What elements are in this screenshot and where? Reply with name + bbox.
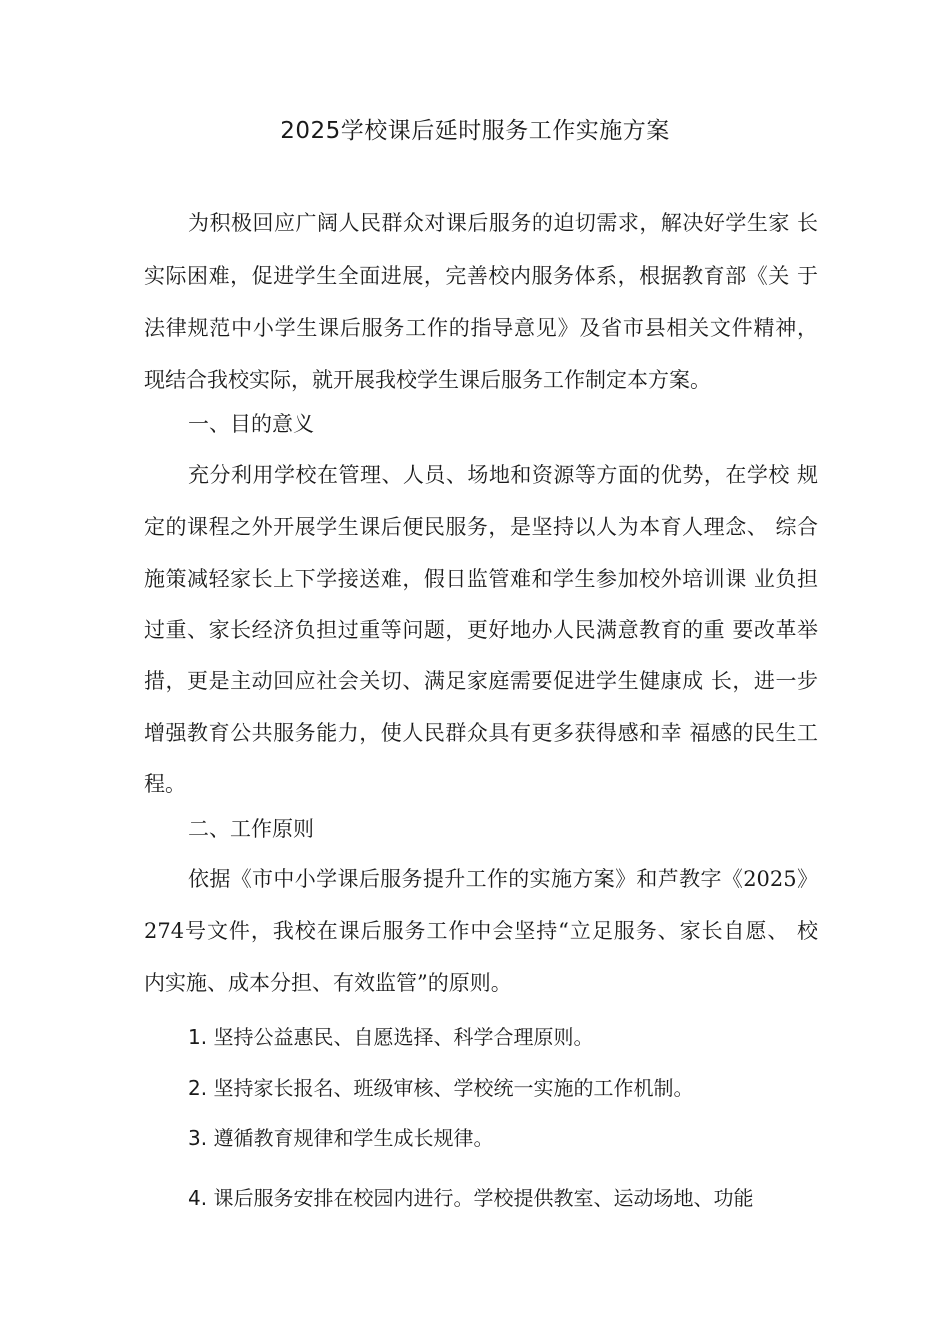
- section1-line-1: 充分利用学校在管理、人员、场地和资源等方面的优势，在学校 规: [188, 463, 818, 487]
- section2-heading: 二、工作原则: [188, 817, 314, 841]
- intro-line-4: 现结合我校实际，就开展我校学生课后服务工作制定本方案。: [144, 368, 711, 392]
- section1-line-3: 施策减轻家长上下学接送难，假日监管难和学生参加校外培训课 业负担: [144, 567, 818, 591]
- section1-line-5: 措，更是主动回应社会关切、满足家庭需要促进学生健康成 长，进一步: [144, 669, 818, 693]
- section2-line-2: 274号文件，我校在课后服务工作中会坚持“立足服务、家长自愿、 校: [144, 919, 818, 943]
- section2-line-1: 依据《市中小学课后服务提升工作的实施方案》和芦教字《2025》: [188, 867, 818, 891]
- intro-line-1: 为积极回应广阔人民群众对课后服务的迫切需求，解决好学生家 长: [188, 211, 818, 235]
- section2-line-3: 内实施、成本分担、有效监管”的原则。: [144, 971, 512, 995]
- intro-line-2: 实际困难，促进学生全面进展，完善校内服务体系，根据教育部《关 于: [144, 264, 818, 288]
- section1-line-4: 过重、家长经济负担过重等问题，更好地办人民满意教育的重 要改革举: [144, 618, 818, 642]
- list-item: 2. 坚持家长报名、班级审核、学校统一实施的工作机制。: [188, 1076, 694, 1100]
- list-item: 1. 坚持公益惠民、自愿选择、科学合理原则。: [188, 1025, 594, 1049]
- section1-line-6: 增强教育公共服务能力，使人民群众具有更多获得感和幸 福感的民生工: [144, 721, 818, 745]
- section1-line-2: 定的课程之外开展学生课后便民服务，是坚持以人为本育人理念、 综合: [144, 515, 818, 539]
- list-item: 4. 课后服务安排在校园内进行。学校提供教室、运动场地、功能: [188, 1186, 754, 1210]
- section1-line-7: 程。: [144, 772, 186, 796]
- document-title: 2025学校课后延时服务工作实施方案: [280, 118, 670, 144]
- list-item: 3. 遵循教育规律和学生成长规律。: [188, 1126, 494, 1150]
- section1-heading: 一、目的意义: [188, 412, 314, 436]
- intro-line-3: 法律规范中小学生课后服务工作的指导意见》及省市县相关文件精神，: [144, 316, 818, 340]
